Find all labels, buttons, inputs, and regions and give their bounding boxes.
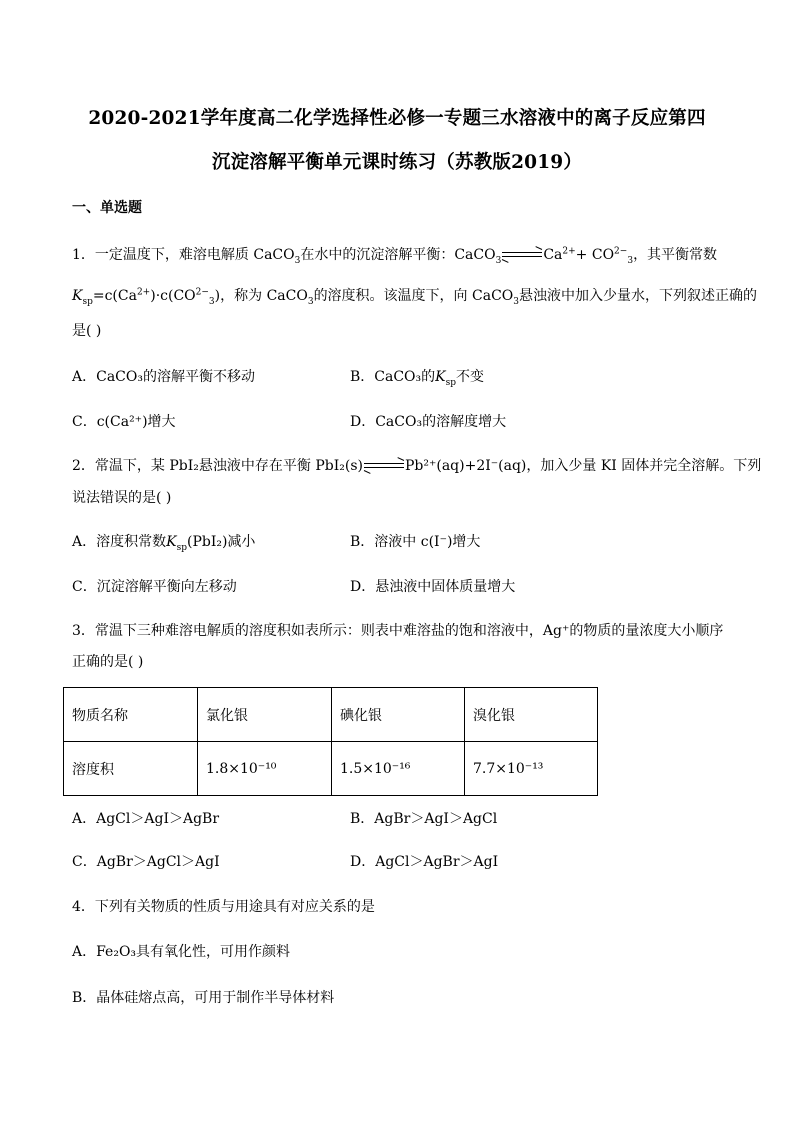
question-2-option-a: A．溶度积常数$K_{sp}(PbI_2)$减小 (72, 534, 256, 553)
table-header-row (64, 688, 598, 742)
question-4-option-a: A．Fe₂O₃具有氧化性，可用作颜料 (72, 944, 291, 960)
question-3-option-c: C．AgBr＞AgCl＞AgI (72, 854, 220, 870)
question-1-option-c: C．c(Ca²⁺)增大 (72, 414, 176, 430)
question-2-line-1: 2．常温下，某 PbI₂悬浊液中存在平衡 PbI₂(s) Pb²⁺(aq)+2I⁻(aq)，加入少量 KI 固体并完全溶解。下列 (72, 458, 762, 474)
equilibrium-arrow-icon (364, 461, 404, 471)
equilibrium-arrow-icon (502, 250, 542, 260)
question-2-option-c: C．沉淀溶解平衡向左移动 (72, 579, 237, 595)
table-cell: 7.7×10⁻¹³ (465, 742, 598, 796)
table-header-cell: 氯化银 (198, 688, 332, 742)
question-3-option-a: A．AgCl＞AgI＞AgBr (72, 811, 220, 827)
table-cell: 1.8×10⁻¹⁰ (198, 742, 332, 796)
solubility-product-table (63, 687, 598, 796)
table-row (64, 742, 598, 796)
question-1-line-1: 1．一定温度下，难溶电解质 CaCO$_3$在水中的沉淀溶解平衡：CaCO$_3$ $Ca^{2+}+ CO^{2-}_3$，其平衡常数 (72, 246, 718, 266)
table-header-cell: 碘化银 (332, 688, 465, 742)
table-row-label: 溶度积 (64, 742, 198, 796)
question-3-option-d: D．AgCl＞AgBr＞AgI (350, 854, 499, 870)
question-4-line-1: 4．下列有关物质的性质与用途具有对应关系的是 (72, 899, 375, 915)
question-3-line-2: 正确的是( ) (72, 654, 144, 670)
document-title-line-1: 2020-2021学年度高二化学选择性必修一专题三水溶液中的离子反应第四 (88, 108, 706, 129)
question-1-line-3: 是( ) (72, 323, 102, 339)
question-2-option-d: D．悬浊液中固体质量增大 (350, 579, 516, 595)
table-header-cell: 物质名称 (64, 688, 198, 742)
question-3-line-1: 3．常温下三种难溶电解质的溶度积如表所示：则表中难溶盐的饱和溶液中，Ag⁺的物质的量浓度大小顺序 (72, 623, 724, 639)
question-1-option-b: B．CaCO₃的$K_{sp}$不变 (350, 369, 485, 388)
question-1-line-2: $K_{sp}=c(Ca^{2+})\cdot c(CO^{2-}_3)$，称为 CaCO$_3$的溶度积。该温度下，向 CaCO$_3$悬浊液中加入少量水，下列叙述正确的 (72, 287, 757, 307)
document-title-line-2: 沉淀溶解平衡单元课时练习（苏教版2019） (211, 152, 583, 173)
table-header-cell: 溴化银 (465, 688, 598, 742)
question-3-option-b: B．AgBr＞AgI＞AgCl (350, 811, 498, 827)
section-heading: 一、单选题 (72, 200, 142, 216)
question-4-option-b: B．晶体硅熔点高，可用于制作半导体材料 (72, 990, 335, 1006)
table-cell: 1.5×10⁻¹⁶ (332, 742, 465, 796)
question-1-option-a: A．CaCO₃的溶解平衡不移动 (72, 369, 255, 385)
question-2-option-b: B．溶液中 c(I⁻)增大 (350, 534, 481, 550)
question-1-option-d: D．CaCO₃的溶解度增大 (350, 414, 507, 430)
question-2-line-2: 说法错误的是( ) (72, 490, 172, 506)
